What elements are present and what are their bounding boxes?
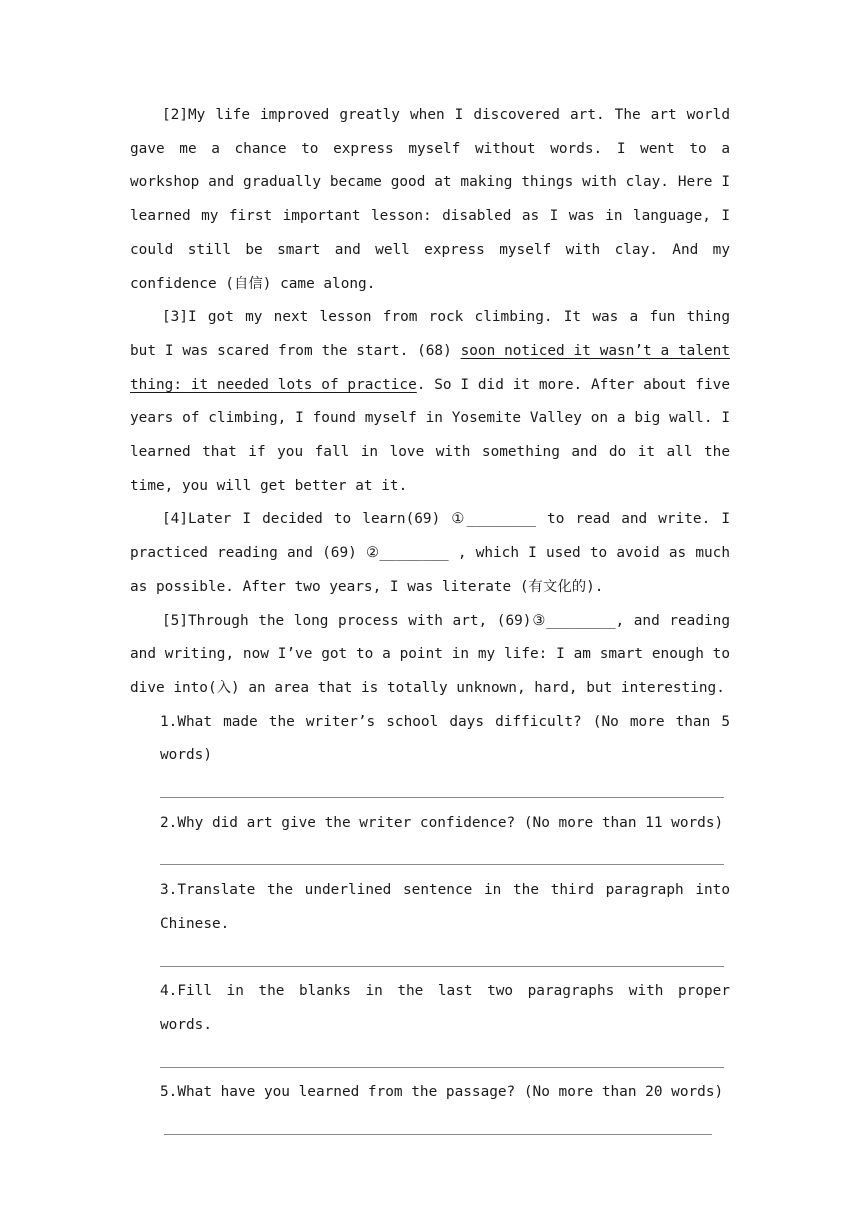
question-1: 1.What made the writer’s school days difficult? (No more than 5 words) — [160, 713, 730, 764]
answer-line-5[interactable] — [160, 1110, 730, 1144]
paragraph-3-start: [3]I got my next lesson from rock climbing. It was a fun thing but I was scared from the start. (68) — [130, 309, 730, 359]
answer-line-4[interactable] — [160, 1043, 730, 1077]
question-5: 5.What have you learned from the passage? (No more than 20 words) — [160, 1084, 724, 1101]
answer-line-1[interactable] — [160, 773, 730, 807]
answer-line-2[interactable] — [160, 840, 730, 874]
paragraph-5: [5]Through the long process with art, (69)③________, and reading and writing, now I’ve got to a point in my life: I am smart enough to dive into(入) an area that is totally unknown, hard, but interesting. — [130, 612, 730, 696]
question-3: 3.Translate the underlined sentence in the third paragraph into Chinese. — [160, 882, 730, 932]
paragraph-4: [4]Later I decided to learn(69) ①________ to read and write. I practiced reading and (69) ②________ , which I used to avoid as much as possible. After two years, I was literate (有文化的). — [130, 511, 730, 595]
question-4: 4.Fill in the blanks in the last two paragraphs with proper words. — [160, 983, 730, 1033]
question-list — [130, 706, 730, 1144]
answer-line-3[interactable] — [160, 942, 730, 976]
paragraph-3 — [130, 301, 730, 503]
paragraph-2: [2]My life improved greatly when I discovered art. The art world gave me a chance to express myself without words. I went to a workshop and gradually became good at making things with clay. Here I learned my first important lesson: disabled as I was in language, I could still be smart and well express myself with clay. And my confidence (自信) came along. — [130, 107, 730, 292]
question-2: 2.Why did art give the writer confidence? (No more than 11 words) — [160, 814, 724, 831]
paragraph-3-end: . So I did it more. After about five years of climbing, I found myself in Yosemite Valley on a big wall. I learned that if you fall in love with something and do it all the time, you will get better at it. — [130, 376, 730, 494]
document-page — [130, 99, 730, 1144]
underlined-sentence: soon noticed it wasn’t a talent thing: it needed lots of practice — [130, 342, 730, 393]
